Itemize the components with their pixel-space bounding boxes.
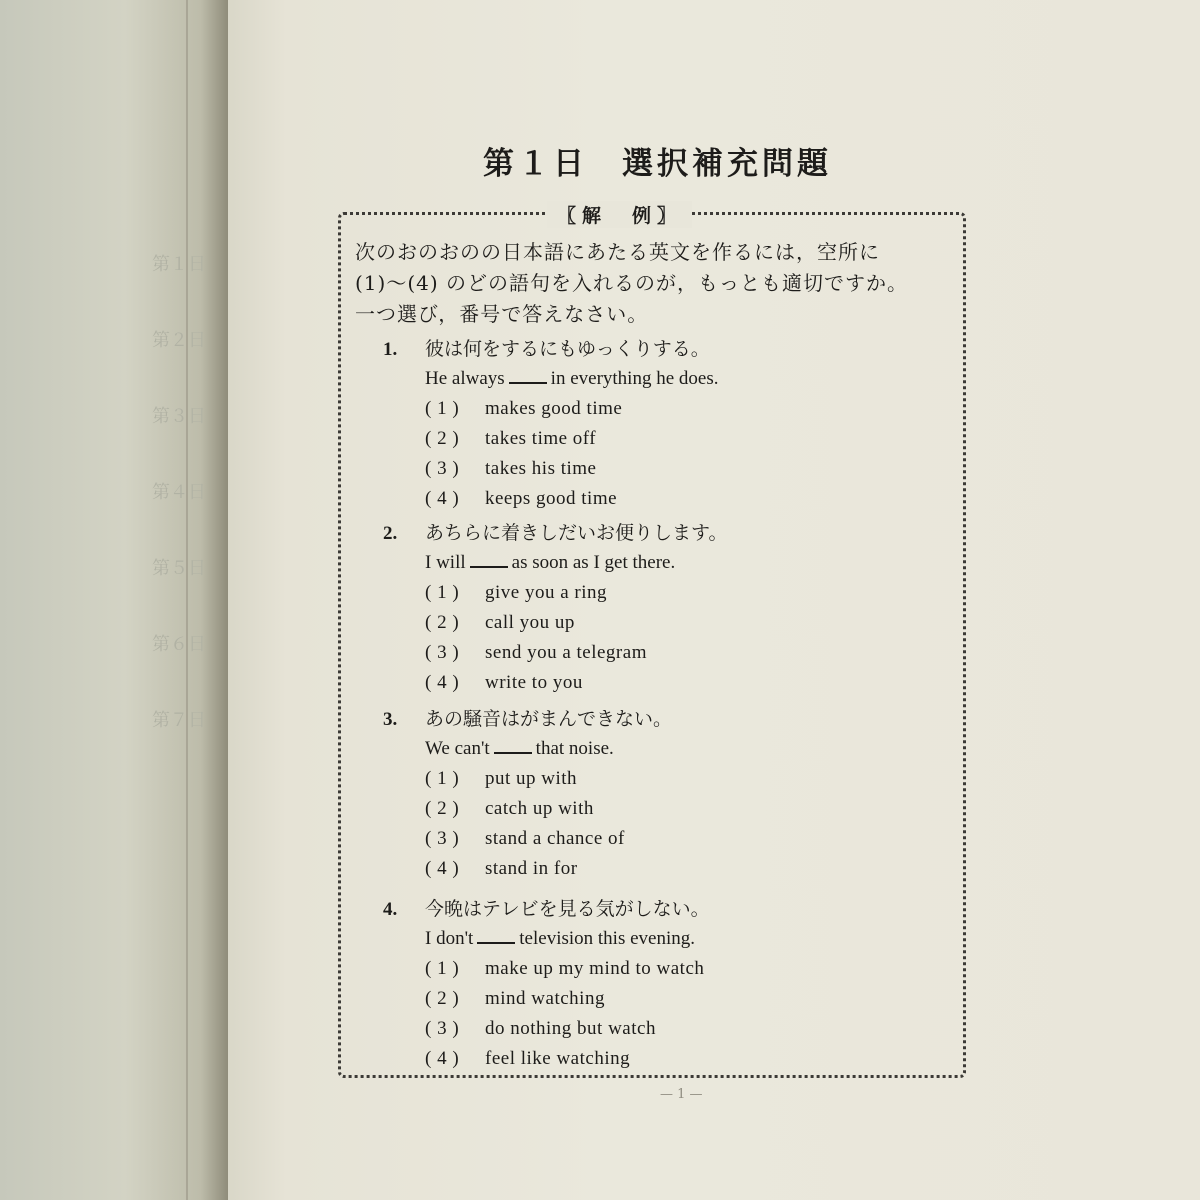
page-title <box>483 138 832 183</box>
option: ( 1 ) make up my mind to watch <box>425 958 705 979</box>
question-japanese: 彼は何をするにもゆっくりする。 <box>425 338 710 360</box>
left-page-bleed-list <box>96 250 232 782</box>
option: ( 3 ) stand a chance of <box>425 828 625 849</box>
left-tab: 第３日 <box>152 406 206 427</box>
question-english: We can't that noise. <box>425 738 614 759</box>
left-tab: 第７日 <box>152 710 206 731</box>
left-tab: 第１日 <box>152 254 206 275</box>
question-english: I will as soon as I get there. <box>425 552 676 573</box>
blank <box>477 942 515 944</box>
title-section: 選択補充問題 <box>622 146 832 182</box>
option: ( 2 ) catch up with <box>425 798 594 819</box>
question-english: I don't television this evening. <box>425 928 696 949</box>
option: ( 4 ) write to you <box>425 672 583 693</box>
option: ( 4 ) feel like watching <box>425 1048 631 1069</box>
left-tab: 第２日 <box>152 330 206 351</box>
question-2 <box>383 519 943 698</box>
question-japanese: 今晩はテレビを見る気がしない。 <box>425 898 710 920</box>
example-box <box>338 205 966 1078</box>
instruction-line: 次のおのおのの日本語にあたる英文を作るには，空所に <box>355 240 880 264</box>
question-number: 2. <box>383 523 398 544</box>
question-4 <box>383 895 943 1074</box>
blank <box>494 752 532 754</box>
left-tab: 第６日 <box>152 634 206 655</box>
option: ( 1 ) give you a ring <box>425 582 608 603</box>
instruction-line: 一つ選び，番号で答えなさい。 <box>355 302 649 326</box>
left-page <box>0 0 228 1200</box>
option: ( 4 ) stand in for <box>425 858 578 879</box>
option: ( 2 ) takes time off <box>425 428 597 449</box>
option: ( 3 ) do nothing but watch <box>425 1018 656 1039</box>
option: ( 1 ) makes good time <box>425 398 623 419</box>
option: ( 3 ) takes his time <box>425 458 597 479</box>
blank <box>470 566 508 568</box>
left-tab: 第４日 <box>152 482 206 503</box>
instruction-line: (1)～(4) のどの語句を入れるのが，もっとも適切ですか。 <box>355 271 909 295</box>
question-number: 1. <box>383 339 398 360</box>
instructions <box>355 237 955 330</box>
question-3 <box>383 705 943 884</box>
example-header: 〖解 例〗 <box>547 201 692 228</box>
option: ( 2 ) mind watching <box>425 988 605 1009</box>
blank <box>509 382 547 384</box>
left-tab: 第５日 <box>152 558 206 579</box>
question-english: He always in everything he does. <box>425 368 719 389</box>
question-japanese: あちらに着きしだいお便りします。 <box>425 522 728 544</box>
option: ( 1 ) put up with <box>425 768 578 789</box>
question-number: 4. <box>383 899 398 920</box>
page-number: — 1 — <box>660 1087 703 1102</box>
question-japanese: あの騒音はがまんできない。 <box>425 708 673 730</box>
question-number: 3. <box>383 709 398 730</box>
option: ( 4 ) keeps good time <box>425 488 618 509</box>
question-1 <box>383 335 943 514</box>
option: ( 3 ) send you a telegram <box>425 642 647 663</box>
title-day: 第１日 <box>483 146 588 182</box>
right-page <box>228 0 1200 1200</box>
option: ( 2 ) call you up <box>425 612 575 633</box>
